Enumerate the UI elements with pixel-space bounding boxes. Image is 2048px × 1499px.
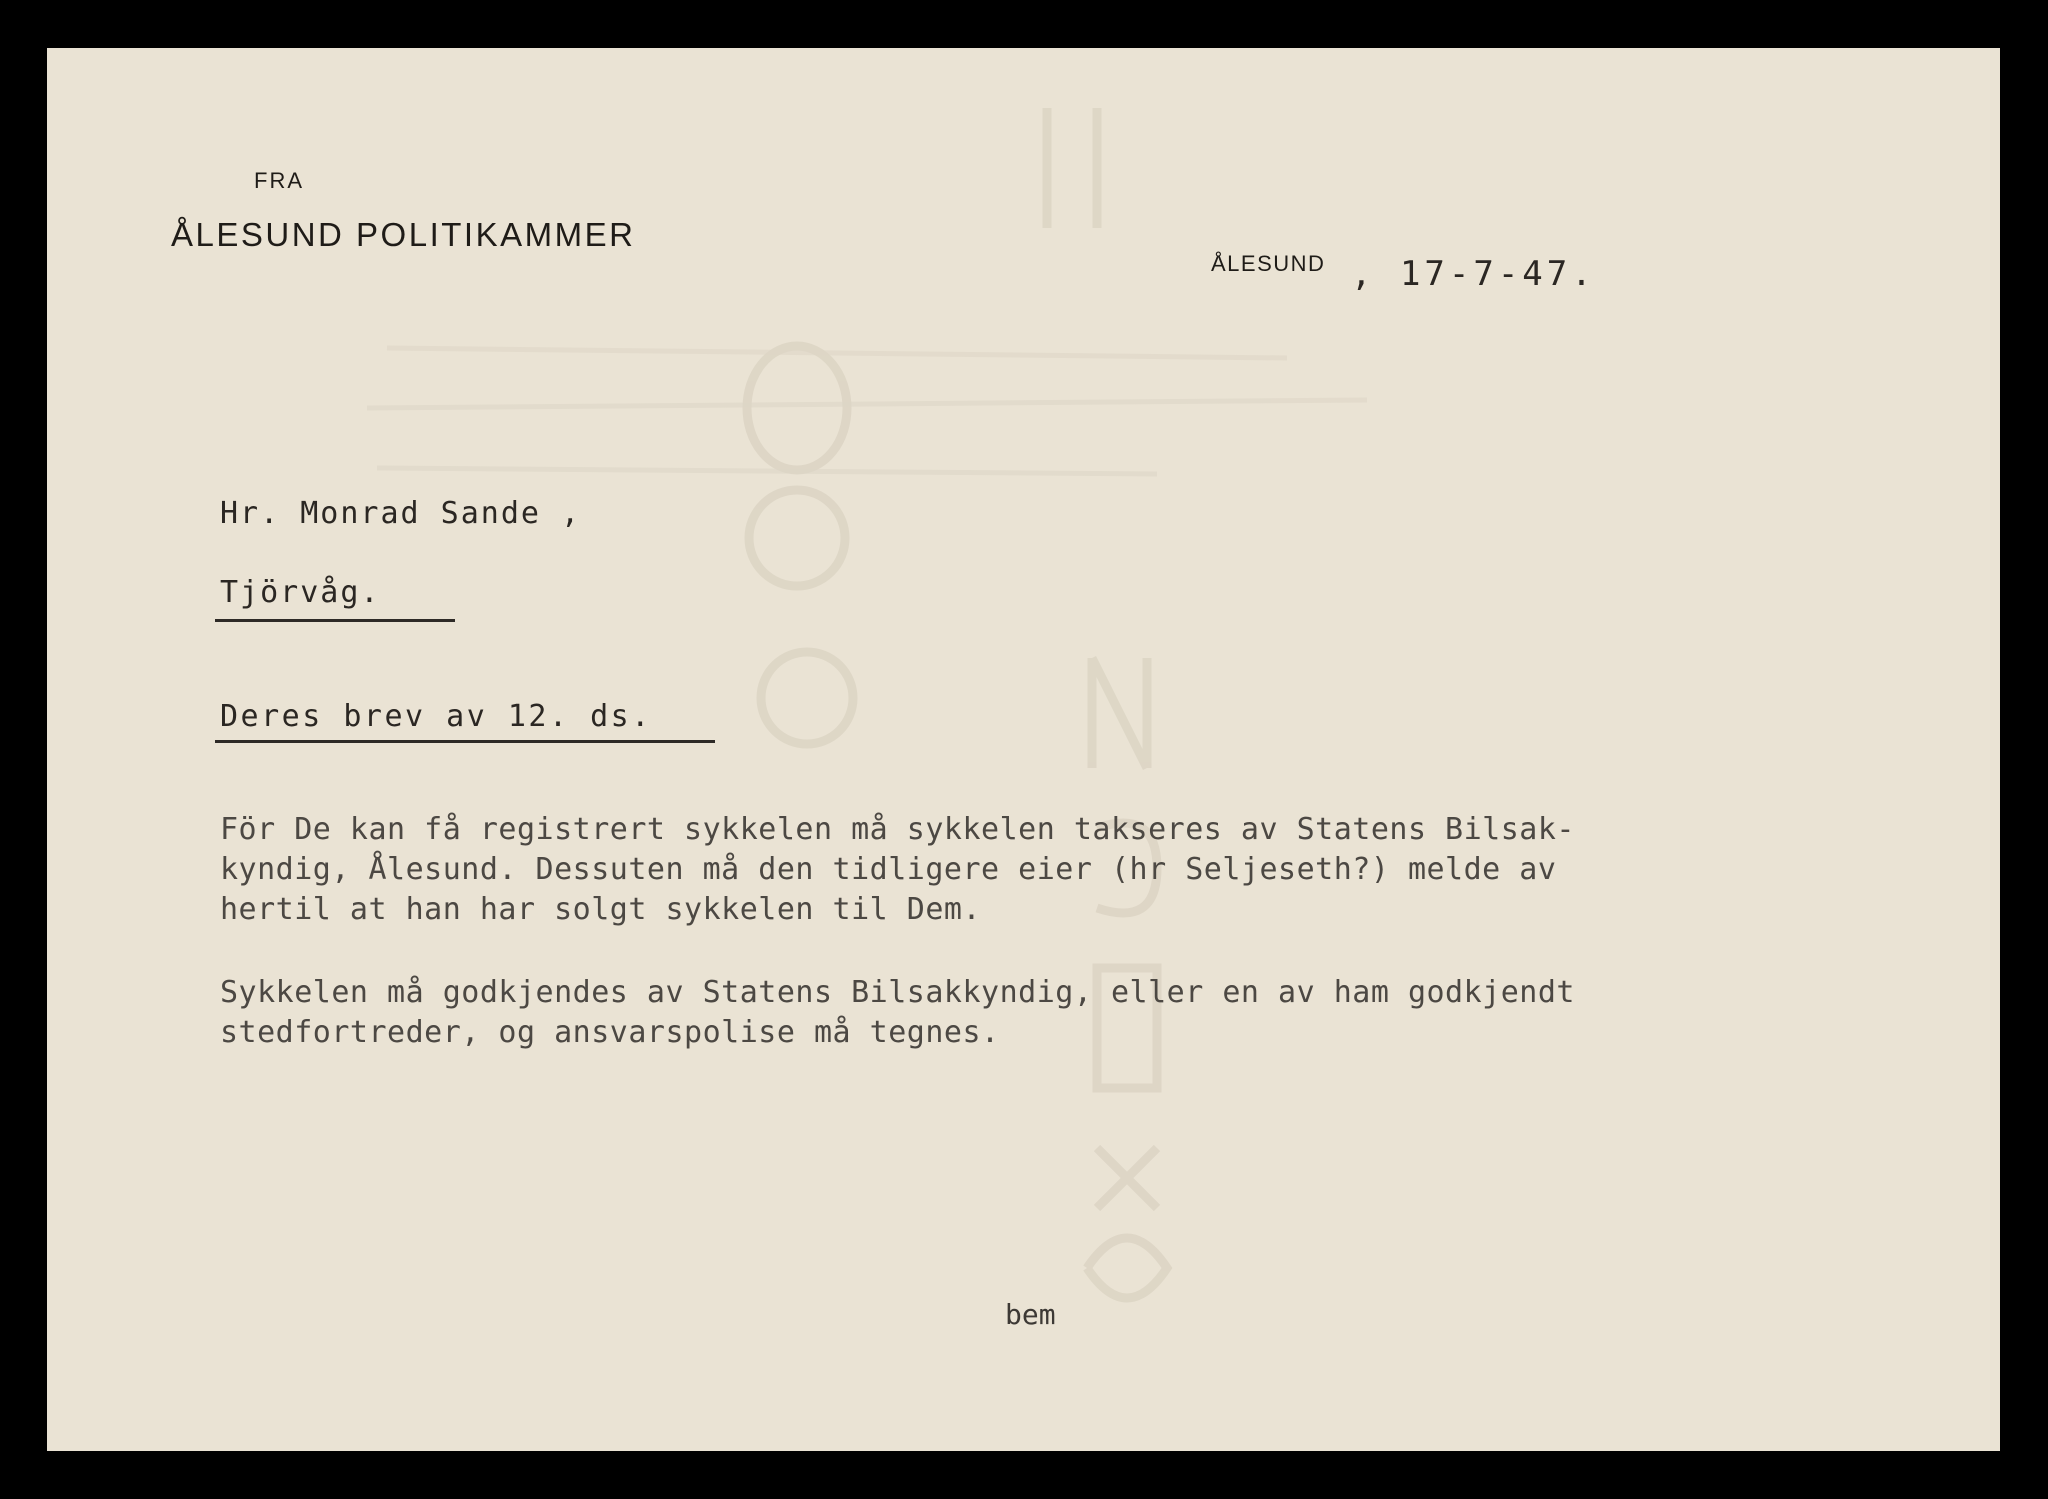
organization-name: ÅLESUND POLITIKAMMER <box>171 216 636 253</box>
subject-underline <box>215 740 715 743</box>
body-paragraph-2 <box>220 973 1980 1053</box>
body-line: Sykkelen må godkjendes av Statens Bilsakkyndig, eller en av ham godkjendt <box>220 975 1575 1010</box>
subject-line: Deres brev av 12. ds. <box>220 699 652 734</box>
reverse-side-bleed-through <box>47 48 2000 1451</box>
body-line: hertil at han har solgt sykkelen til Dem. <box>220 892 982 927</box>
body-paragraph-1 <box>220 810 1980 930</box>
from-label: FRA <box>254 168 304 193</box>
recipient-place: Tjörvåg. <box>220 575 381 610</box>
body-line: stedfortreder, og ansvarspolise må tegnes. <box>220 1015 1000 1050</box>
body-line: För De kan få registrert sykkelen må sykkelen takseres av Statens Bilsak- <box>220 812 1575 847</box>
letterhead-city: ÅLESUND <box>1211 251 1326 276</box>
letter-sheet <box>47 48 2000 1451</box>
recipient-name: Hr. Monrad Sande , <box>220 496 582 531</box>
place-underline <box>215 619 455 622</box>
letter-date: , 17-7-47. <box>1351 254 1596 294</box>
body-line: kyndig, Ålesund. Dessuten må den tidligere eier (hr Seljeseth?) melde av <box>220 852 1557 887</box>
typist-initials: bem <box>1005 1298 1056 1331</box>
